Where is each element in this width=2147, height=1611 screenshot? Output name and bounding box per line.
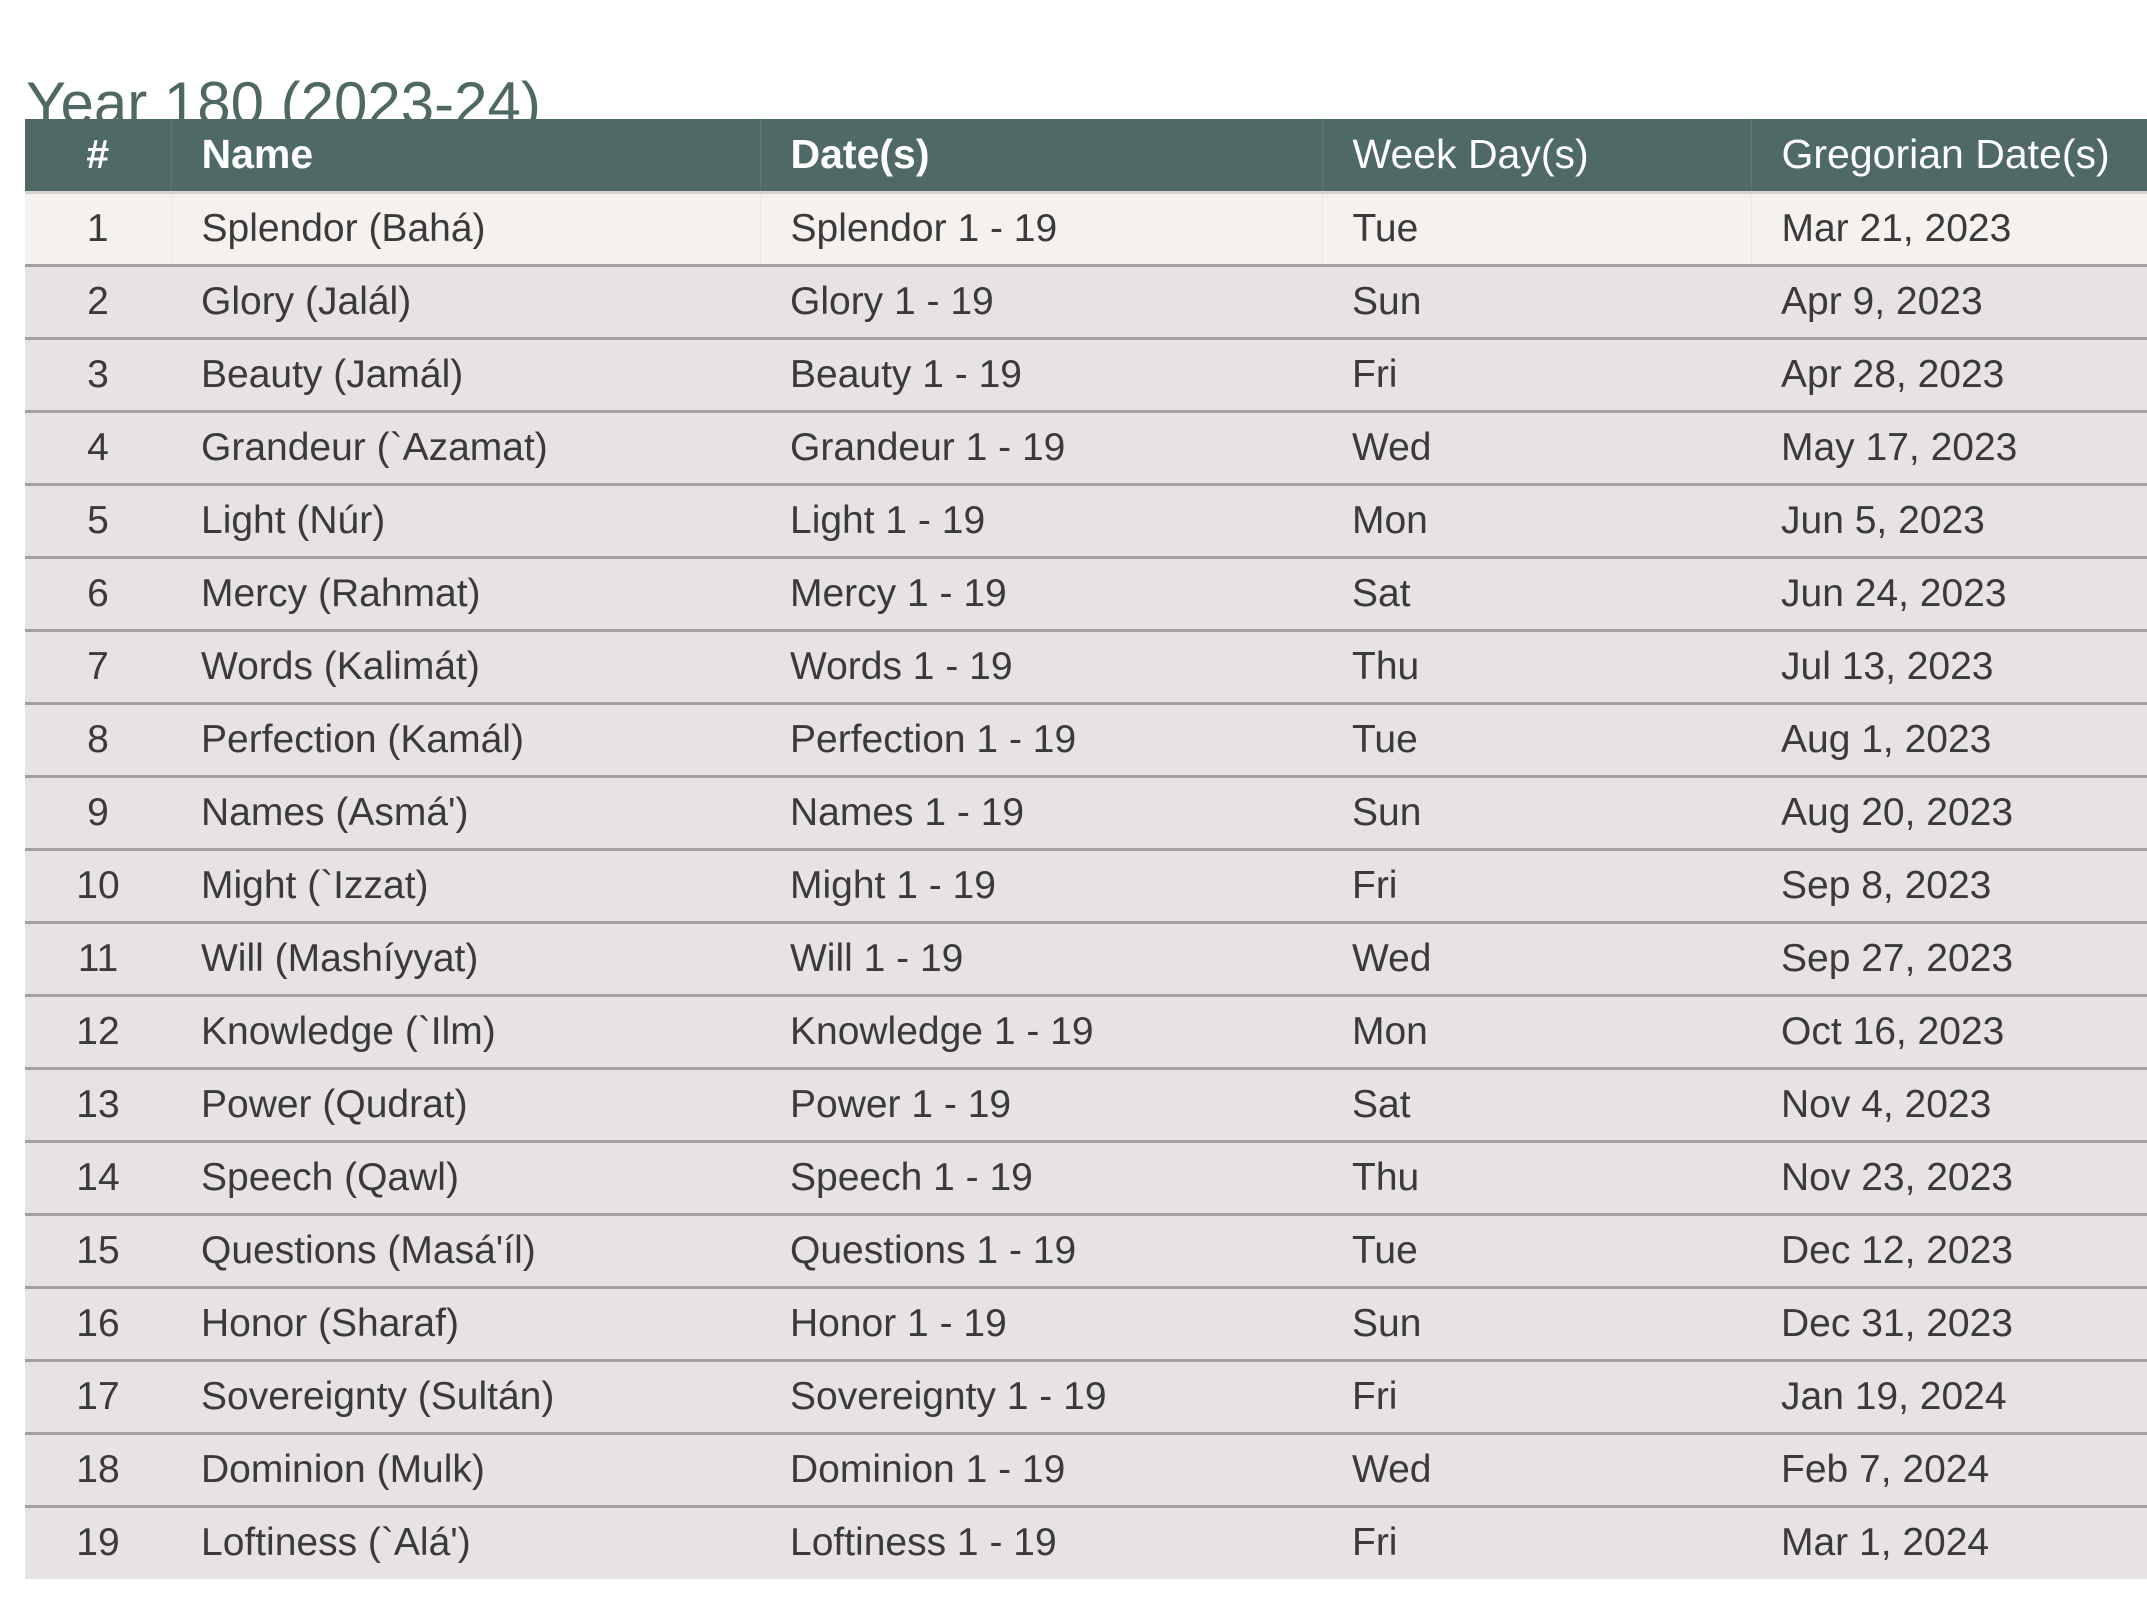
cell-dates: Names 1 - 19: [790, 790, 1025, 834]
cell-name: Honor (Sharaf): [201, 1301, 459, 1345]
cell-name: Words (Kalimát): [201, 644, 480, 688]
cell-gregorian-date: Apr 28, 2023: [1781, 352, 2005, 396]
table-row: [25, 1506, 2147, 1579]
cell-number: 16: [76, 1301, 120, 1345]
cell-gregorian-date: Nov 4, 2023: [1781, 1082, 1992, 1126]
cell-gregorian-date: Jan 19, 2024: [1781, 1374, 2007, 1418]
cell-number: 12: [76, 1009, 120, 1053]
cell-gregorian-date: Mar 21, 2023: [1781, 206, 2012, 250]
cell-number: 11: [77, 936, 119, 980]
cell-gregorian-date: Jul 13, 2023: [1781, 644, 1994, 688]
table-row: [25, 1287, 2147, 1360]
cell-number: 6: [87, 571, 109, 615]
cell-name: Splendor (Bahá): [171, 192, 760, 265]
cell-dates: Will 1 - 19: [790, 936, 964, 980]
cell-dates: Power 1 - 19: [790, 1082, 1012, 1126]
cell-name: Grandeur (`Azamat): [201, 425, 548, 469]
table-row: [25, 703, 2147, 776]
cell-number: 19: [76, 1521, 120, 1565]
cell-number: 5: [87, 498, 109, 542]
cell-gregorian-date: Sep 27, 2023: [1781, 936, 2014, 980]
table-row: [25, 1141, 2147, 1214]
table-row: [25, 338, 2147, 411]
cell-name: Will (Mashíyyat): [201, 936, 479, 980]
cell-number: 1: [25, 192, 171, 265]
cell-week-day: Mon: [1352, 1009, 1428, 1053]
cell-week-day: Fri: [1352, 1521, 1398, 1565]
table-row: [25, 922, 2147, 995]
table-header: [25, 119, 2147, 192]
cell-week-day: Fri: [1352, 1374, 1398, 1418]
cell-week-day: Sat: [1352, 1082, 1411, 1126]
table-row: [25, 192, 2147, 265]
cell-gregorian-date: Nov 23, 2023: [1781, 1155, 2014, 1199]
cell-gregorian-date: Apr 9, 2023: [1781, 279, 1983, 323]
cell-dates: Mercy 1 - 19: [790, 571, 1007, 615]
cell-gregorian-date: Aug 1, 2023: [1781, 717, 1992, 761]
cell-dates: Loftiness 1 - 19: [790, 1521, 1057, 1565]
cell-week-day: Sun: [1352, 1301, 1422, 1345]
column-header-gregorian-dates: Gregorian Date(s): [1781, 131, 2110, 178]
cell-dates: Light 1 - 19: [790, 498, 986, 542]
cell-dates: Glory 1 - 19: [790, 279, 994, 323]
cell-name: Glory (Jalál): [201, 279, 412, 323]
cell-number: 14: [76, 1155, 120, 1199]
table-body: [25, 192, 2147, 1579]
page-title: Year 180 (2023-24): [26, 70, 541, 138]
cell-number: 9: [87, 790, 109, 834]
table-row: [25, 1068, 2147, 1141]
cell-name: Power (Qudrat): [201, 1082, 468, 1126]
cell-name: Questions (Masá'íl): [201, 1228, 536, 1272]
cell-number: 17: [76, 1374, 120, 1418]
cell-name: Light (Núr): [201, 498, 386, 542]
cell-week-day: Tue: [1352, 717, 1418, 761]
cell-dates: Speech 1 - 19: [790, 1155, 1033, 1199]
table-row: [25, 484, 2147, 557]
cell-number: 8: [87, 717, 109, 761]
column-header-dates: Date(s): [760, 119, 1322, 192]
cell-dates: Sovereignty 1 - 19: [790, 1374, 1107, 1418]
cell-dates: Might 1 - 19: [790, 863, 996, 907]
cell-number: 4: [87, 425, 109, 469]
cell-number: 18: [76, 1447, 120, 1491]
cell-gregorian-date: Dec 31, 2023: [1781, 1301, 2014, 1345]
table-row: [25, 265, 2147, 338]
cell-dates: Questions 1 - 19: [790, 1228, 1077, 1272]
cell-gregorian-date: Mar 1, 2024: [1781, 1521, 1990, 1565]
cell-gregorian-date: May 17, 2023: [1781, 425, 2018, 469]
cell-name: Knowledge (`Ilm): [201, 1009, 496, 1053]
cell-week-day: Wed: [1352, 425, 1432, 469]
cell-name: Beauty (Jamál): [201, 352, 464, 396]
cell-gregorian-date: Jun 24, 2023: [1781, 571, 2007, 615]
cell-gregorian-date: Sep 8, 2023: [1781, 863, 1992, 907]
cell-week-day: Sun: [1352, 279, 1422, 323]
table-row: [25, 1433, 2147, 1506]
cell-dates: Honor 1 - 19: [790, 1301, 1007, 1345]
table-row: [25, 776, 2147, 849]
table-row: [25, 630, 2147, 703]
cell-name: Loftiness (`Alá'): [201, 1521, 471, 1565]
cell-week-day: Fri: [1352, 863, 1398, 907]
cell-week-day: Sat: [1352, 571, 1411, 615]
cell-name: Might (`Izzat): [201, 863, 429, 907]
cell-gregorian-date: Dec 12, 2023: [1781, 1228, 2014, 1272]
cell-dates: Splendor 1 - 19: [760, 192, 1322, 265]
cell-week-day: Sun: [1352, 790, 1422, 834]
cell-dates: Grandeur 1 - 19: [790, 425, 1066, 469]
cell-gregorian-date: Jun 5, 2023: [1781, 498, 1985, 542]
cell-name: Speech (Qawl): [201, 1155, 459, 1199]
column-header-number: #: [25, 119, 171, 192]
table-row: [25, 849, 2147, 922]
table-row: [25, 995, 2147, 1068]
cell-week-day: Wed: [1352, 936, 1432, 980]
cell-dates: Perfection 1 - 19: [790, 717, 1077, 761]
table-row: [25, 1214, 2147, 1287]
cell-name: Dominion (Mulk): [201, 1447, 485, 1491]
cell-gregorian-date: Feb 7, 2024: [1781, 1447, 1990, 1491]
cell-gregorian-date: Aug 20, 2023: [1781, 790, 2014, 834]
table-row: [25, 411, 2147, 484]
cell-dates: Words 1 - 19: [790, 644, 1013, 688]
cell-week-day: Mon: [1352, 498, 1428, 542]
cell-number: 3: [87, 352, 109, 396]
cell-week-day: Fri: [1352, 352, 1398, 396]
table-row: [25, 557, 2147, 630]
cell-week-day: Tue: [1352, 1228, 1418, 1272]
cell-week-day: Tue: [1322, 192, 1751, 265]
cell-number: 7: [87, 644, 109, 688]
calendar-table: [25, 119, 2147, 1579]
cell-number: 10: [76, 863, 120, 907]
cell-number: 2: [87, 279, 109, 323]
cell-number: 13: [76, 1082, 120, 1126]
cell-week-day: Wed: [1352, 1447, 1432, 1491]
cell-name: Sovereignty (Sultán): [201, 1374, 555, 1418]
cell-week-day: Thu: [1352, 644, 1420, 688]
table-header-row: [25, 119, 2147, 192]
cell-gregorian-date: Oct 16, 2023: [1781, 1009, 2005, 1053]
cell-number: 15: [76, 1228, 120, 1272]
cell-name: Names (Asmá'): [201, 790, 469, 834]
cell-name: Mercy (Rahmat): [201, 571, 481, 615]
cell-dates: Dominion 1 - 19: [790, 1447, 1066, 1491]
cell-name: Perfection (Kamál): [201, 717, 524, 761]
column-header-name: Name: [171, 119, 760, 192]
cell-dates: Knowledge 1 - 19: [790, 1009, 1094, 1053]
column-header-week-days: Week Day(s): [1322, 119, 1751, 192]
cell-week-day: Thu: [1352, 1155, 1420, 1199]
cell-dates: Beauty 1 - 19: [790, 352, 1022, 396]
table-row: [25, 1360, 2147, 1433]
